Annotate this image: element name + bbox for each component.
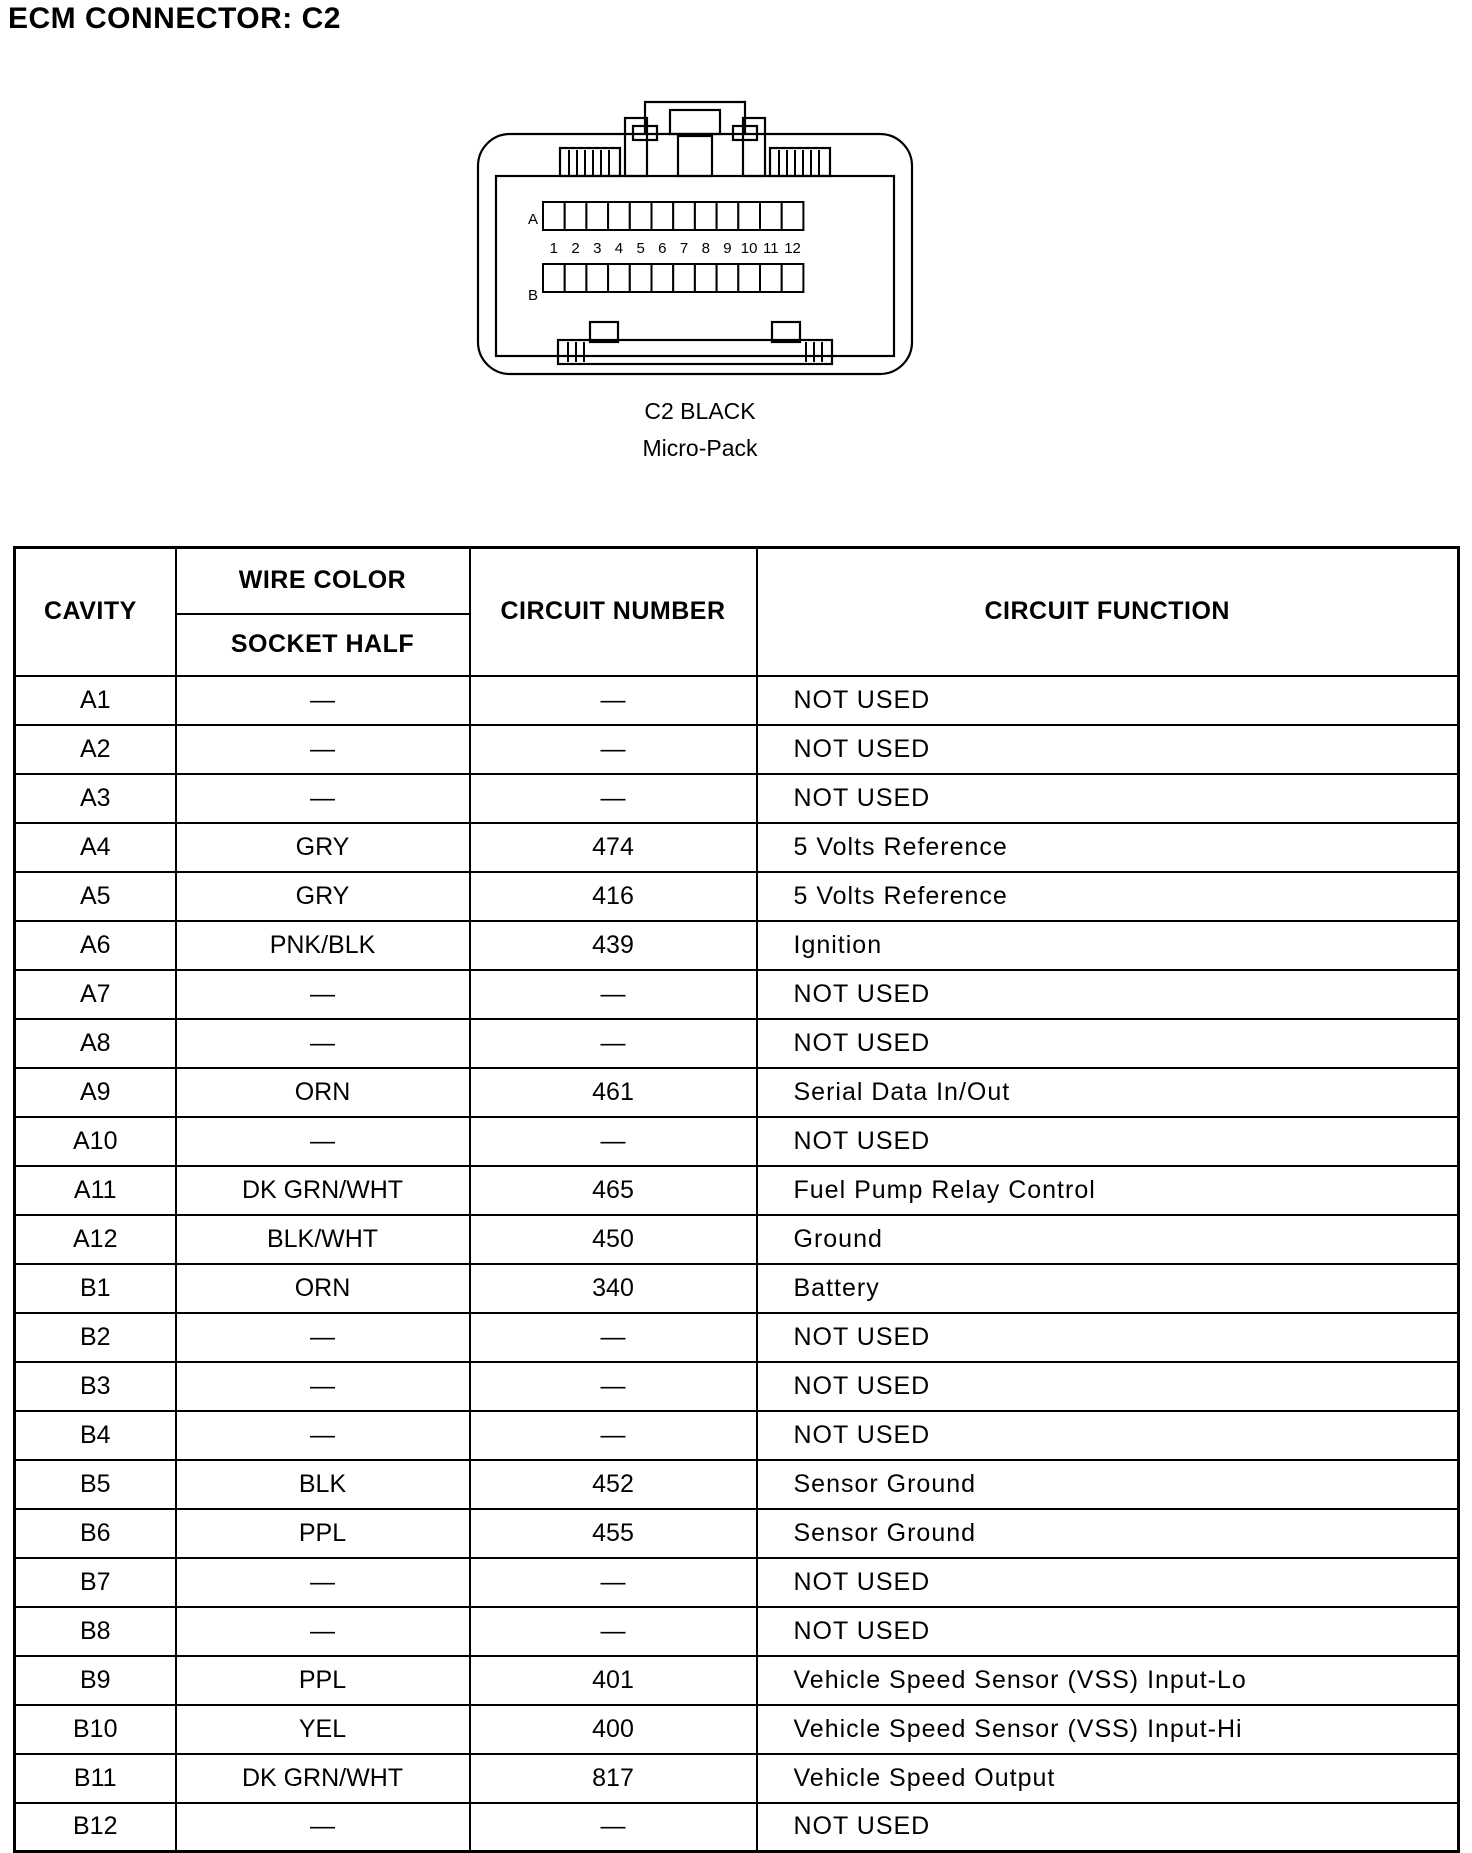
cell-wire-color: PNK/BLK bbox=[176, 921, 470, 970]
cavity-a12 bbox=[782, 202, 804, 230]
cell-cavity: A5 bbox=[15, 872, 176, 921]
cell-wire-color: — bbox=[176, 676, 470, 725]
cell-cavity: B10 bbox=[15, 1705, 176, 1754]
cell-cavity: A12 bbox=[15, 1215, 176, 1264]
cell-wire-color: — bbox=[176, 1117, 470, 1166]
cell-wire-color: YEL bbox=[176, 1705, 470, 1754]
table-row bbox=[15, 1215, 1459, 1264]
header-socket-half: SOCKET HALF bbox=[176, 614, 470, 676]
pin-number: 7 bbox=[679, 240, 689, 257]
cell-wire-color: BLK bbox=[176, 1460, 470, 1509]
cell-wire-color: PPL bbox=[176, 1509, 470, 1558]
cell-circuit-number: 452 bbox=[470, 1460, 757, 1509]
pin-number: 6 bbox=[658, 240, 667, 257]
cavity-b10 bbox=[738, 264, 760, 292]
cell-circuit-function: Sensor Ground bbox=[757, 1509, 1459, 1558]
cell-circuit-number: 340 bbox=[470, 1264, 757, 1313]
cell-cavity: A2 bbox=[15, 725, 176, 774]
pinout-table bbox=[13, 546, 1460, 1853]
cell-circuit-function: Ground bbox=[757, 1215, 1459, 1264]
cavity-b5 bbox=[630, 264, 652, 292]
cell-circuit-function: NOT USED bbox=[757, 774, 1459, 823]
cell-cavity: B11 bbox=[15, 1754, 176, 1803]
connector-caption-type: Micro-Pack bbox=[642, 435, 758, 461]
cell-cavity: B6 bbox=[15, 1509, 176, 1558]
cell-wire-color: — bbox=[176, 1803, 470, 1852]
table-row bbox=[15, 1656, 1459, 1705]
cell-cavity: A4 bbox=[15, 823, 176, 872]
cell-circuit-function: Vehicle Speed Sensor (VSS) Input-Lo bbox=[757, 1656, 1459, 1705]
cell-wire-color: — bbox=[176, 725, 470, 774]
pin-number: 5 bbox=[636, 240, 645, 257]
cell-circuit-function: Vehicle Speed Output bbox=[757, 1754, 1459, 1803]
cell-cavity: B1 bbox=[15, 1264, 176, 1313]
cell-circuit-function: NOT USED bbox=[757, 1558, 1459, 1607]
cavity-b12 bbox=[782, 264, 804, 292]
cavity-row-a bbox=[543, 202, 803, 230]
cell-circuit-number: — bbox=[470, 1803, 757, 1852]
cell-circuit-number: 455 bbox=[470, 1509, 757, 1558]
cell-circuit-number: 461 bbox=[470, 1068, 757, 1117]
table-row bbox=[15, 725, 1459, 774]
table-row bbox=[15, 1803, 1459, 1852]
cell-circuit-number: — bbox=[470, 1313, 757, 1362]
table-row bbox=[15, 823, 1459, 872]
pin-number: 11 bbox=[763, 240, 779, 257]
table-row bbox=[15, 1117, 1459, 1166]
cavity-a4 bbox=[608, 202, 630, 230]
cavity-a3 bbox=[586, 202, 608, 230]
cell-circuit-function: Vehicle Speed Sensor (VSS) Input-Hi bbox=[757, 1705, 1459, 1754]
header-wire-color: WIRE COLOR bbox=[176, 548, 470, 614]
cell-circuit-function: NOT USED bbox=[757, 1362, 1459, 1411]
cell-circuit-number: — bbox=[470, 1558, 757, 1607]
pin-number-labels bbox=[550, 240, 801, 257]
cell-circuit-number: — bbox=[470, 725, 757, 774]
cavity-a6 bbox=[652, 202, 674, 230]
table-row bbox=[15, 921, 1459, 970]
cavity-a1 bbox=[543, 202, 565, 230]
table-row bbox=[15, 1068, 1459, 1117]
pin-number: 10 bbox=[740, 240, 758, 257]
cavity-b1 bbox=[543, 264, 565, 292]
table-row bbox=[15, 1411, 1459, 1460]
cavity-b2 bbox=[565, 264, 587, 292]
header-circuit-number: CIRCUIT NUMBER bbox=[470, 548, 757, 676]
cell-circuit-function: Fuel Pump Relay Control bbox=[757, 1166, 1459, 1215]
cell-circuit-number: — bbox=[470, 1019, 757, 1068]
cell-circuit-function: NOT USED bbox=[757, 1411, 1459, 1460]
cavity-a7 bbox=[673, 202, 695, 230]
cavity-a10 bbox=[738, 202, 760, 230]
cell-wire-color: — bbox=[176, 774, 470, 823]
cell-circuit-number: 465 bbox=[470, 1166, 757, 1215]
cell-circuit-function: NOT USED bbox=[757, 1117, 1459, 1166]
cell-circuit-function: Sensor Ground bbox=[757, 1460, 1459, 1509]
cell-cavity: A7 bbox=[15, 970, 176, 1019]
cavity-b4 bbox=[608, 264, 630, 292]
table-row bbox=[15, 774, 1459, 823]
cell-wire-color: GRY bbox=[176, 872, 470, 921]
table-row bbox=[15, 970, 1459, 1019]
cell-wire-color: PPL bbox=[176, 1656, 470, 1705]
cell-circuit-number: 416 bbox=[470, 872, 757, 921]
cell-circuit-number: — bbox=[470, 774, 757, 823]
cell-wire-color: — bbox=[176, 1607, 470, 1656]
cell-wire-color: — bbox=[176, 1313, 470, 1362]
cell-cavity: B4 bbox=[15, 1411, 176, 1460]
row-b-label: B bbox=[528, 287, 539, 304]
table-row bbox=[15, 1019, 1459, 1068]
table-row bbox=[15, 1558, 1459, 1607]
cavity-b6 bbox=[652, 264, 674, 292]
row-a-label: A bbox=[528, 211, 539, 228]
cell-circuit-function: Ignition bbox=[757, 921, 1459, 970]
cell-circuit-number: — bbox=[470, 676, 757, 725]
cell-circuit-number: 401 bbox=[470, 1656, 757, 1705]
cavity-b11 bbox=[760, 264, 782, 292]
cell-circuit-function: 5 Volts Reference bbox=[757, 872, 1459, 921]
cell-cavity: B12 bbox=[15, 1803, 176, 1852]
cell-circuit-function: NOT USED bbox=[757, 1313, 1459, 1362]
cavity-a8 bbox=[695, 202, 717, 230]
cell-cavity: B7 bbox=[15, 1558, 176, 1607]
pin-number: 3 bbox=[593, 240, 602, 257]
cavity-b9 bbox=[717, 264, 739, 292]
table-row bbox=[15, 676, 1459, 725]
cell-wire-color: ORN bbox=[176, 1068, 470, 1117]
cell-wire-color: GRY bbox=[176, 823, 470, 872]
cell-cavity: B9 bbox=[15, 1656, 176, 1705]
cell-circuit-number: — bbox=[470, 970, 757, 1019]
cell-circuit-number: — bbox=[470, 1362, 757, 1411]
cavity-a5 bbox=[630, 202, 652, 230]
cell-circuit-function: NOT USED bbox=[757, 1019, 1459, 1068]
cell-circuit-number: — bbox=[470, 1607, 757, 1656]
cell-cavity: B3 bbox=[15, 1362, 176, 1411]
pin-number: 2 bbox=[571, 240, 580, 257]
header-cavity: CAVITY bbox=[15, 548, 176, 676]
pin-number: 9 bbox=[723, 240, 732, 257]
cell-cavity: A8 bbox=[15, 1019, 176, 1068]
cell-circuit-number: 817 bbox=[470, 1754, 757, 1803]
cell-cavity: B5 bbox=[15, 1460, 176, 1509]
cavity-a11 bbox=[760, 202, 782, 230]
cell-cavity: A9 bbox=[15, 1068, 176, 1117]
cell-circuit-number: 439 bbox=[470, 921, 757, 970]
cell-circuit-number: — bbox=[470, 1117, 757, 1166]
cell-cavity: A6 bbox=[15, 921, 176, 970]
cell-cavity: A10 bbox=[15, 1117, 176, 1166]
connector-caption-color: C2 BLACK bbox=[644, 398, 756, 424]
cell-wire-color: — bbox=[176, 1019, 470, 1068]
cell-circuit-function: NOT USED bbox=[757, 676, 1459, 725]
table-row bbox=[15, 1313, 1459, 1362]
cell-circuit-function: 5 Volts Reference bbox=[757, 823, 1459, 872]
connector-diagram bbox=[470, 96, 920, 380]
table-row bbox=[15, 1460, 1459, 1509]
cell-wire-color: — bbox=[176, 1362, 470, 1411]
cavity-b7 bbox=[673, 264, 695, 292]
cell-circuit-function: NOT USED bbox=[757, 970, 1459, 1019]
cell-circuit-function: NOT USED bbox=[757, 725, 1459, 774]
cavity-a9 bbox=[717, 202, 739, 230]
cell-wire-color: ORN bbox=[176, 1264, 470, 1313]
table-row bbox=[15, 1166, 1459, 1215]
table-row bbox=[15, 1362, 1459, 1411]
table-row bbox=[15, 1509, 1459, 1558]
cell-cavity: B2 bbox=[15, 1313, 176, 1362]
cavity-row-b bbox=[543, 264, 803, 292]
header-circuit-function: CIRCUIT FUNCTION bbox=[757, 548, 1459, 676]
cell-circuit-number: — bbox=[470, 1411, 757, 1460]
cell-wire-color: — bbox=[176, 970, 470, 1019]
table-row bbox=[15, 1607, 1459, 1656]
table-row bbox=[15, 1754, 1459, 1803]
cell-circuit-function: NOT USED bbox=[757, 1803, 1459, 1852]
table-row bbox=[15, 1264, 1459, 1313]
cell-circuit-function: NOT USED bbox=[757, 1607, 1459, 1656]
cell-cavity: A1 bbox=[15, 676, 176, 725]
cell-wire-color: BLK/WHT bbox=[176, 1215, 470, 1264]
cell-cavity: A11 bbox=[15, 1166, 176, 1215]
cavity-a2 bbox=[565, 202, 587, 230]
cell-wire-color: — bbox=[176, 1411, 470, 1460]
cavity-b8 bbox=[695, 264, 717, 292]
cell-circuit-number: 450 bbox=[470, 1215, 757, 1264]
cell-cavity: A3 bbox=[15, 774, 176, 823]
table-row bbox=[15, 872, 1459, 921]
cell-circuit-function: Serial Data In/Out bbox=[757, 1068, 1459, 1117]
page-title: ECM CONNECTOR: C2 bbox=[8, 2, 341, 35]
pin-number: 12 bbox=[784, 240, 801, 257]
pin-number: 4 bbox=[614, 240, 624, 257]
table-row bbox=[15, 1705, 1459, 1754]
cell-wire-color: — bbox=[176, 1558, 470, 1607]
pin-number: 8 bbox=[701, 240, 710, 257]
cavity-b3 bbox=[586, 264, 608, 292]
cell-circuit-number: 400 bbox=[470, 1705, 757, 1754]
cell-cavity: B8 bbox=[15, 1607, 176, 1656]
cell-circuit-number: 474 bbox=[470, 823, 757, 872]
cell-circuit-function: Battery bbox=[757, 1264, 1459, 1313]
cell-wire-color: DK GRN/WHT bbox=[176, 1754, 470, 1803]
pin-number: 1 bbox=[549, 240, 559, 257]
cell-wire-color: DK GRN/WHT bbox=[176, 1166, 470, 1215]
